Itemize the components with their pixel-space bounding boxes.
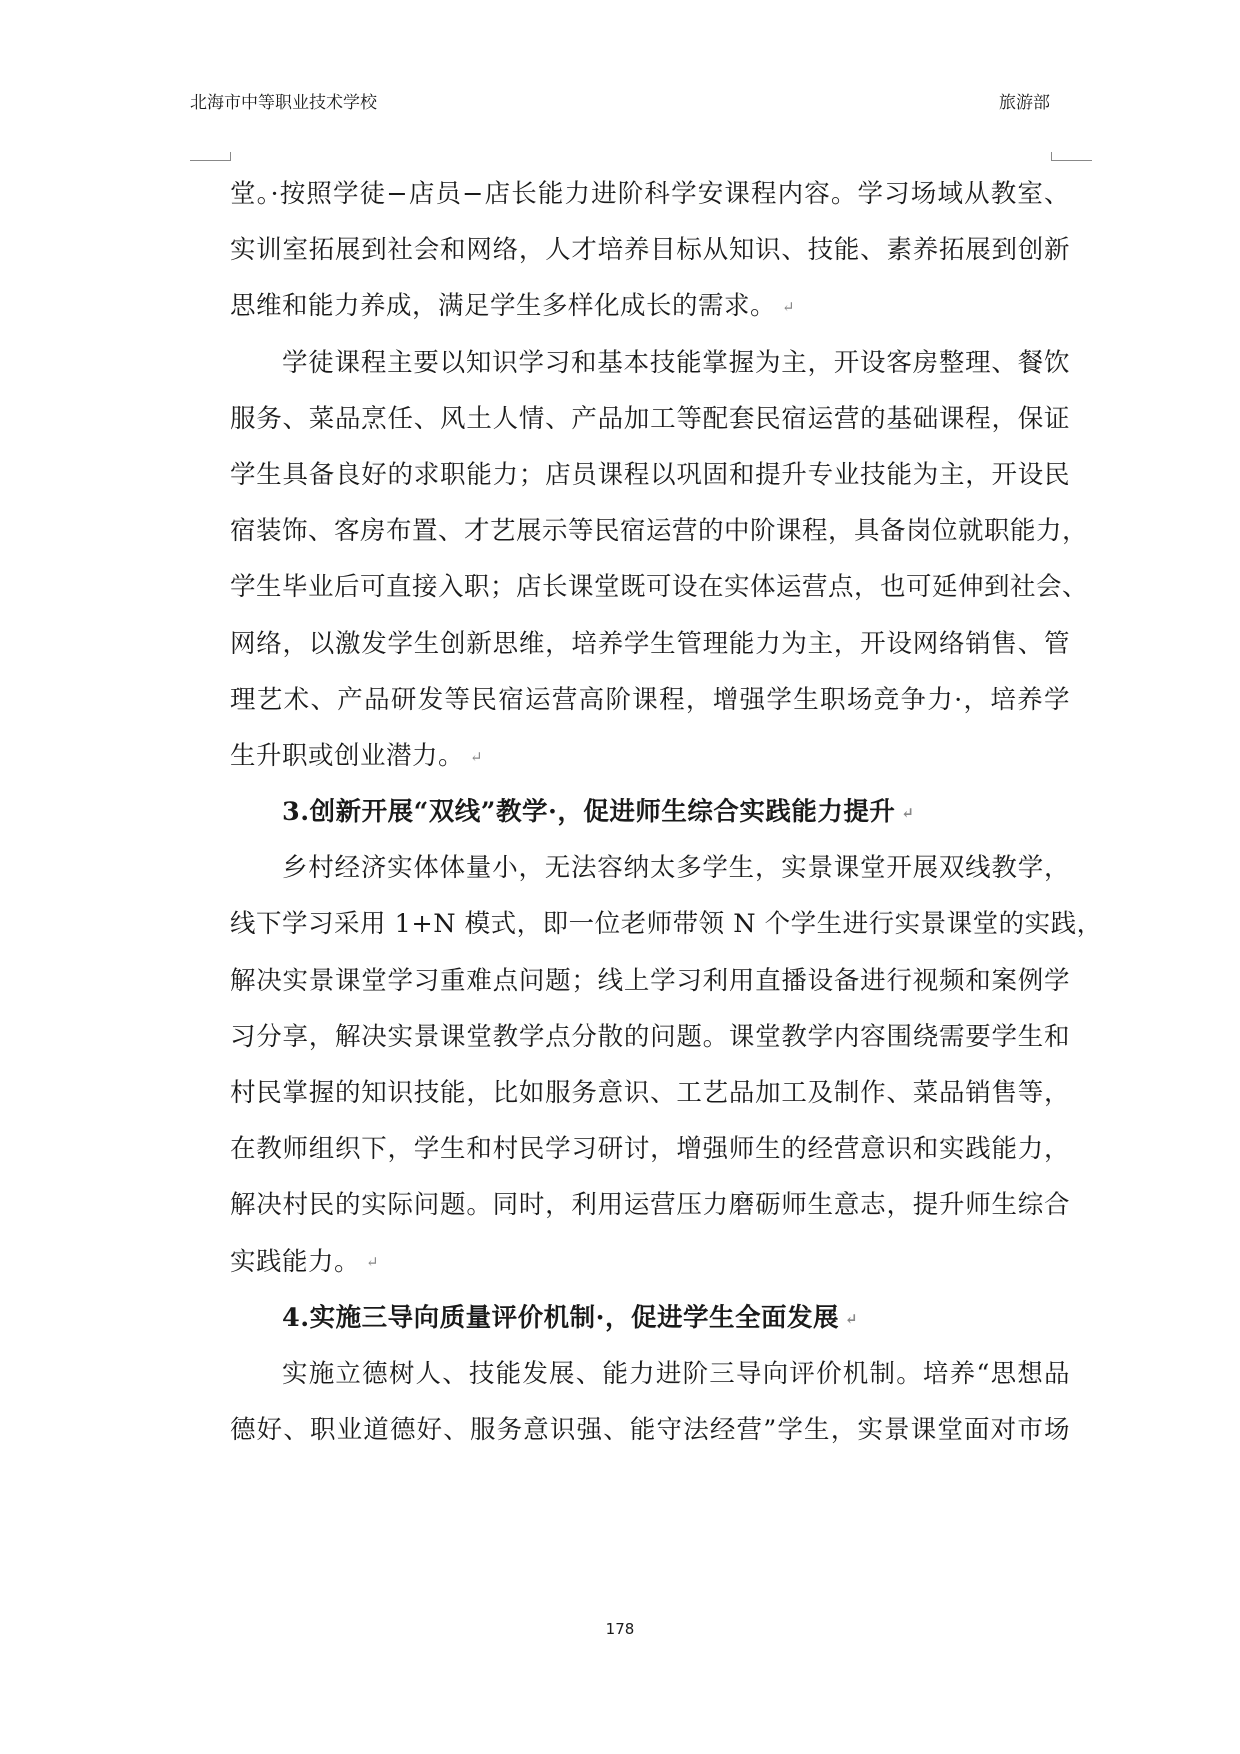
header-corner-mark-right bbox=[1051, 152, 1092, 161]
body-line: 生升职或创业潜力。 ↵ bbox=[230, 740, 483, 771]
body-line: 在教师组织下，学生和村民学习研讨，增强师生的经营意识和实践能力， bbox=[230, 1134, 1070, 1165]
body-line: 网络，以激发学生创新思维，培养学生管理能力为主，开设网络销售、管 bbox=[230, 628, 1070, 659]
body-line: 解决实景课堂学习重难点问题；线上学习利用直播设备进行视频和案例学 bbox=[230, 965, 1070, 996]
paragraph-mark-icon: ↵ bbox=[901, 803, 914, 822]
page-header bbox=[190, 88, 1050, 118]
body-line: 乡村经济实体体量小，无法容纳太多学生，实景课堂开展双线教学， bbox=[282, 853, 1070, 884]
body-line: 实践能力。 ↵ bbox=[230, 1246, 379, 1277]
paragraph-mark-icon: ↵ bbox=[470, 747, 483, 766]
body-line: 理艺术、产品研发等民宿运营高阶课程，增强学生职场竞争力·，培养学 bbox=[230, 684, 1070, 715]
paragraph-mark-icon: ↵ bbox=[366, 1253, 379, 1272]
section-heading: 3.创新开展“双线”教学·，促进师生综合实践能力提升 ↵ bbox=[282, 797, 914, 828]
section-heading: 4.实施三导向质量评价机制·，促进学生全面发展 ↵ bbox=[282, 1302, 858, 1333]
body-line: 线下学习采用 1+N 模式，即一位老师带领 N 个学生进行实景课堂的实践， bbox=[230, 909, 1103, 940]
body-line: 村民掌握的知识技能，比如服务意识、工艺品加工及制作、菜品销售等， bbox=[230, 1078, 1070, 1108]
document-body bbox=[230, 166, 1103, 1458]
body-line: 德好、职业道德好、服务意识强、能守法经营”学生，实景课堂面对市场 bbox=[230, 1415, 1070, 1446]
body-line: 学徒课程主要以知识学习和基本技能掌握为主，开设客房整理、餐饮 bbox=[282, 347, 1070, 378]
body-line: 学生毕业后可直接入职；店长课堂既可设在实体运营点，也可延伸到社会、 bbox=[230, 572, 1089, 603]
body-line: 学生具备良好的求职能力；店员课程以巩固和提升专业技能为主，开设民 bbox=[230, 459, 1070, 490]
header-corner-mark-left bbox=[190, 152, 231, 161]
page-number: 178 bbox=[605, 1620, 635, 1638]
paragraph-mark-icon: ↵ bbox=[782, 298, 795, 317]
body-line: 服务、菜品烹任、风土人情、产品加工等配套民宿运营的基础课程，保证 bbox=[230, 403, 1070, 434]
header-department: 旅游部 bbox=[999, 93, 1050, 113]
paragraph-mark-icon: ↵ bbox=[845, 1309, 858, 1328]
header-school-name: 北海市中等职业技术学校 bbox=[190, 93, 377, 113]
body-line: 宿装饰、客房布置、才艺展示等民宿运营的中阶课程，具备岗位就职能力， bbox=[230, 516, 1089, 547]
body-line: 实训室拓展到社会和网络，人才培养目标从知识、技能、素养拓展到创新 bbox=[230, 235, 1070, 266]
body-line: 习分享，解决实景课堂教学点分散的问题。课堂教学内容围绕需要学生和 bbox=[230, 1021, 1070, 1052]
body-line: 解决村民的实际问题。同时，利用运营压力磨砺师生意志，提升师生综合 bbox=[230, 1190, 1070, 1221]
body-line: 思维和能力养成，满足学生多样化成长的需求。 ↵ bbox=[230, 291, 795, 322]
body-line: 实施立德树人、技能发展、能力进阶三导向评价机制。培养“思想品 bbox=[282, 1358, 1070, 1389]
body-line: 堂。·按照学徒−店员−店长能力进阶科学安课程内容。学习场域从教室、 bbox=[230, 179, 1070, 209]
